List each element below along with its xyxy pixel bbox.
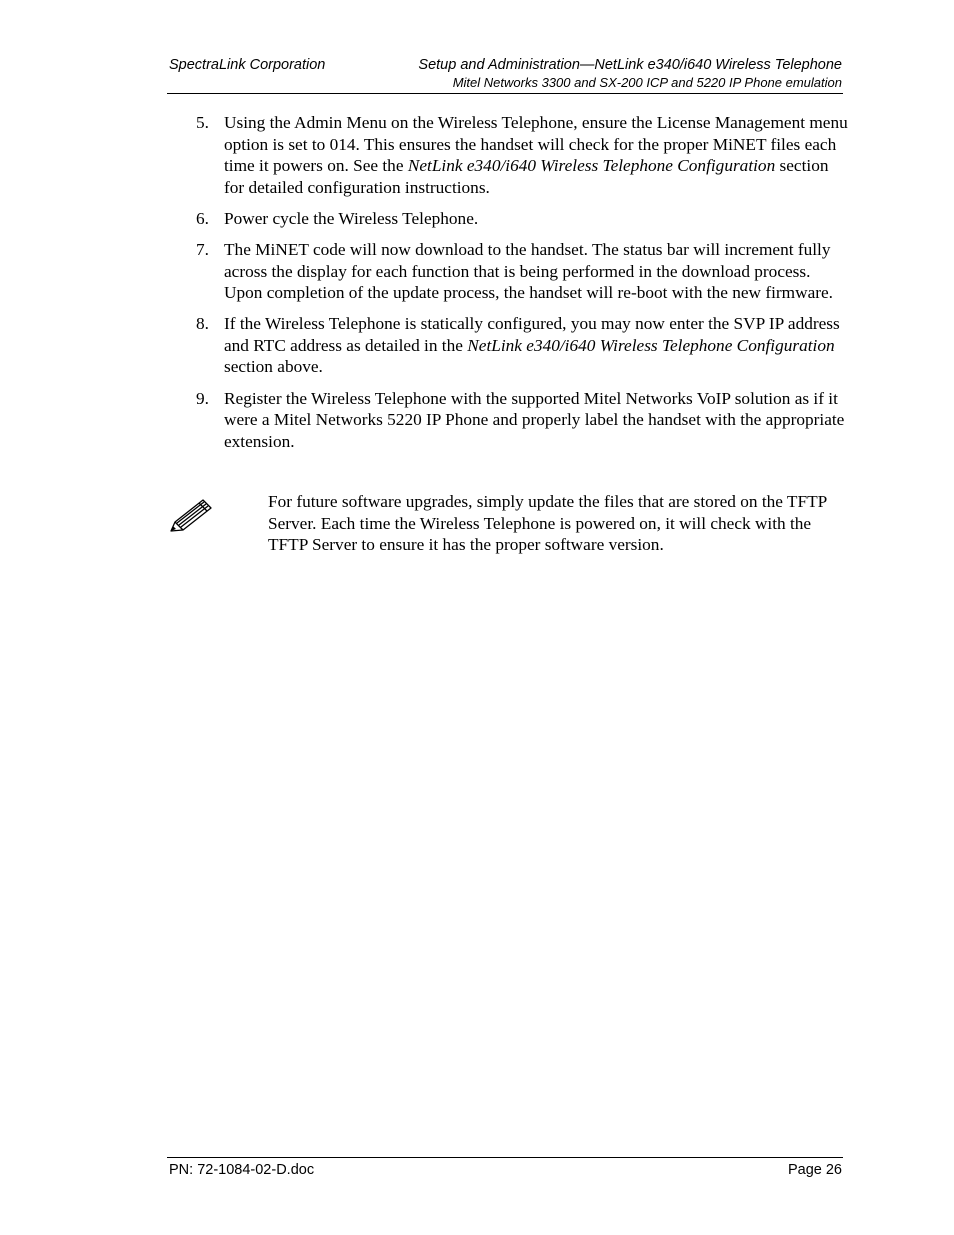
step-text-part: section above. — [224, 357, 323, 377]
step-number: 8. — [196, 314, 209, 334]
step-reference: NetLink e340/i640 Wireless Telephone Configuration — [467, 335, 835, 355]
pencil-icon — [167, 496, 215, 536]
step-item — [196, 208, 848, 230]
note-text: For future software upgrades, simply update the files that are stored on the TFTP Server. Each time the Wireless Telephone is powered on, it will check with the TFTP Server to ensure it has the proper software version. — [268, 492, 827, 555]
page-header — [167, 55, 843, 94]
company-name: SpectraLink Corporation — [169, 57, 326, 73]
page-footer — [167, 1157, 843, 1184]
step-item — [196, 313, 848, 378]
step-text: Register the Wireless Telephone with the supported Mitel Networks VoIP solution as if it were a Mitel Networks 5220 IP Phone and properly label the handset with the appropriate extension. — [224, 388, 845, 451]
step-number: 7. — [196, 239, 209, 259]
step-text-part: section for detailed configuration instructions. — [224, 156, 829, 197]
step-item — [196, 112, 848, 198]
step-text: The MiNET code will now download to the handset. The status bar will increment fully across the display for each function that is being performed in the download process. Upon completion of the update process, the handset will re-boot with the new firmware. — [224, 239, 833, 303]
page-number: Page 26 — [787, 1162, 842, 1178]
step-text-part: If the Wireless Telephone is statically configured, you may now enter the SVP IP address and RTC address as detailed in the — [224, 314, 840, 355]
step-reference: NetLink e340/i640 Wireless Telephone Configuration — [407, 156, 776, 176]
step-text: Power cycle the Wireless Telephone. — [224, 208, 479, 228]
note-block — [167, 491, 847, 561]
document-subtitle: Mitel Networks 3300 and SX-200 ICP and 5220 IP Phone emulation — [452, 75, 842, 90]
step-item — [196, 388, 848, 453]
step-number: 6. — [196, 208, 209, 228]
step-number: 9. — [196, 388, 209, 408]
step-text — [224, 313, 848, 378]
step-text-part: Using the Admin Menu on the Wireless Telephone, ensure the License Management menu option is set to 014. This ensures the handset will check for the proper MiNET files each time it powers on. See the — [224, 113, 848, 176]
document-title: Setup and Administration—NetLink e340/i640 Wireless Telephone — [418, 57, 842, 73]
step-item — [196, 239, 848, 304]
step-number: 5. — [196, 113, 209, 132]
part-number: PN: 72-1084-02-D.doc — [169, 1162, 315, 1178]
step-list — [196, 112, 848, 462]
step-text — [224, 112, 848, 198]
